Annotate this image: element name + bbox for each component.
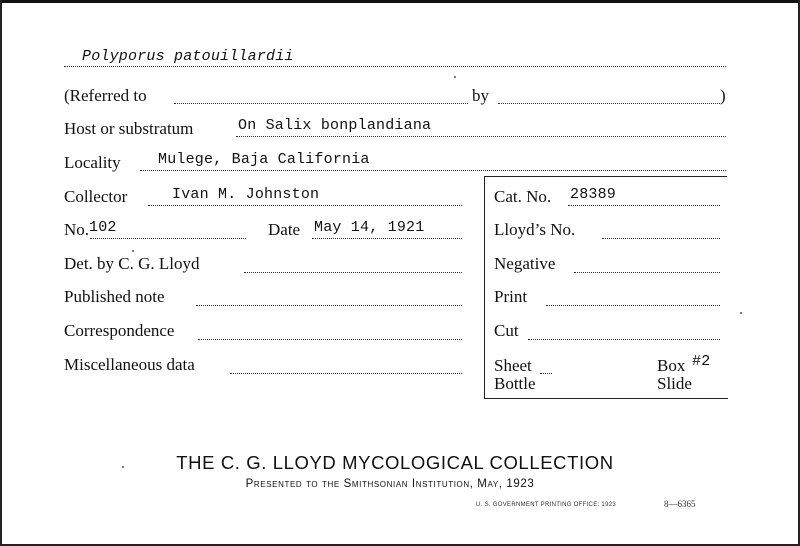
correspondence-line [198,339,462,340]
collector-value: Ivan M. Johnston [172,186,320,203]
determined-label: Det. by C. G. Lloyd [64,254,200,273]
cut-line [528,339,720,340]
collection-subtitle: Presented to the Smithsonian Institution, May, 1923 [245,478,535,490]
determined-line [244,272,462,273]
date-value: May 14, 1921 [314,219,425,236]
sheet-label: Sheet [494,356,532,375]
cat-no-value: 28389 [570,186,617,203]
lloyds-no-line [602,238,720,239]
sheet-line [540,373,552,374]
slide-label: Slide [657,374,692,393]
published-label: Published note [64,287,165,306]
box-value: #2 [692,353,711,370]
correspondence-label: Correspondence [64,321,175,340]
host-value: On Salix bonplandiana [238,117,432,134]
referred-by-label: by [472,86,489,105]
lloyds-no-label: Lloyd’s No. [494,220,576,239]
collector-line [148,205,462,206]
referred-by-line [498,103,720,104]
referred-label: (Referred to [64,86,147,105]
scan-speck [132,250,134,252]
misc-line [230,373,462,374]
card-top-edge [0,0,800,3]
locality-value: Mulege, Baja California [158,151,370,168]
collection-title: THE C. G. LLOYD MYCOLOGICAL COLLECTION [176,452,614,473]
species-name: Polyporus patouillardii [82,48,294,65]
published-line [196,305,462,306]
printing-office-note: U. S. GOVERNMENT PRINTING OFFICE: 1923 [476,502,616,508]
number-line [90,238,246,239]
cat-no-label: Cat. No. [494,187,552,206]
host-line [236,136,726,137]
print-label: Print [494,287,528,306]
date-line [312,238,462,239]
cat-no-line [568,205,720,206]
number-value: 102 [89,219,117,236]
referred-close: ) [720,86,726,105]
misc-label: Miscellaneous data [64,355,195,374]
negative-label: Negative [494,254,556,273]
box-label: Box [657,356,686,375]
referred-line [174,103,468,104]
negative-line [574,272,720,273]
bottle-label: Bottle [494,374,536,393]
locality-label: Locality [64,153,121,172]
number-label: No. [64,220,90,239]
collector-label: Collector [64,187,128,206]
print-line [546,305,720,306]
scan-speck [740,312,742,314]
cut-label: Cut [494,321,519,340]
host-label: Host or substratum [64,119,194,138]
scan-speck [122,466,124,468]
date-label: Date [268,220,301,239]
form-number: 8—6365 [664,499,696,509]
scan-speck [454,76,456,78]
locality-line [140,170,726,171]
